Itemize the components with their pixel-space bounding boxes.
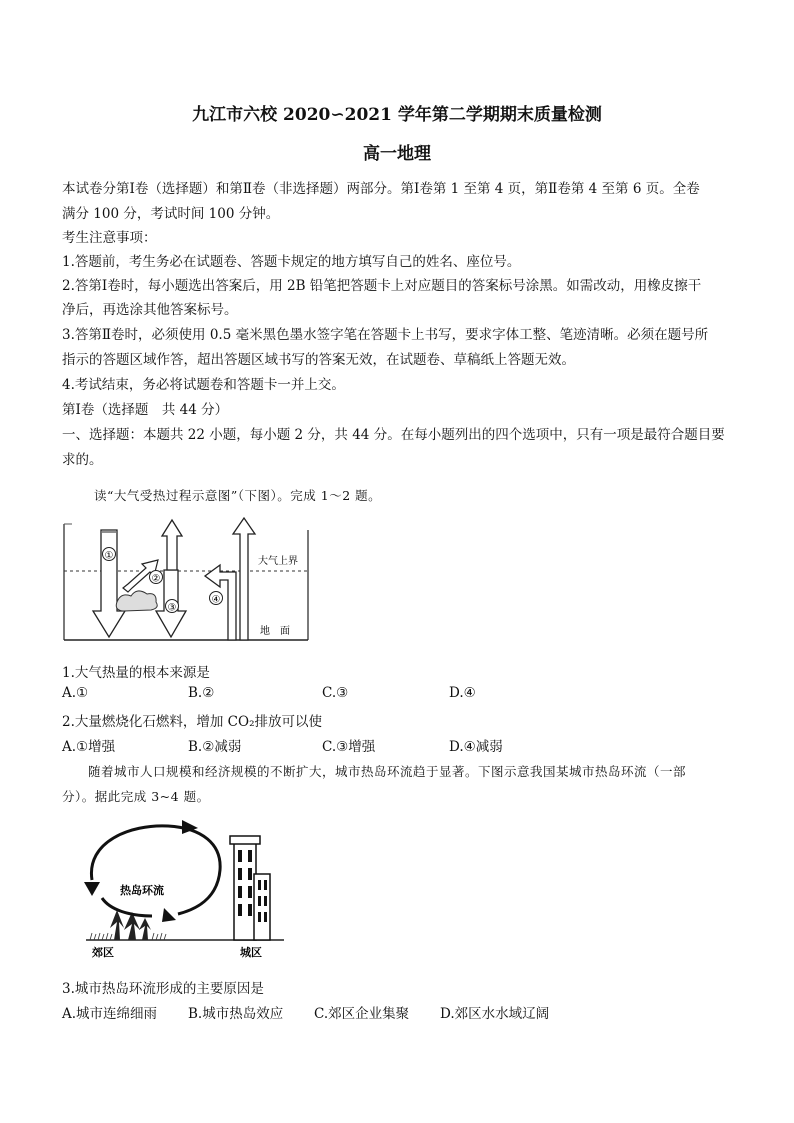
q3-option-b: B.城市热岛效应 xyxy=(188,1006,284,1022)
heat-island-diagram xyxy=(62,812,288,964)
q3-option-a: A.城市连绵细雨 xyxy=(62,1006,158,1022)
label-suburb: 郊区 xyxy=(92,946,114,959)
q2-option-d: D.④减弱 xyxy=(449,739,503,755)
marker-2-label: ② xyxy=(151,573,161,585)
passage2-line-1: 随着城市人口规模和经济规模的不断扩大，城市热岛环流趋于显著。下图示意我国某城市热岛环流（一部 xyxy=(88,764,687,779)
label-city: 城区 xyxy=(240,946,262,959)
cloud-icon xyxy=(116,591,157,611)
marker-1-label: ① xyxy=(104,550,114,562)
ground-radiation-arrow xyxy=(162,520,182,570)
marker-3-label: ③ xyxy=(167,602,177,614)
intro-line-1: 本试卷分第Ⅰ卷（选择题）和第Ⅱ卷（非选择题）两部分。第Ⅰ卷第 1 至第 4 页，第Ⅱ卷第 4 至第 6 页。全卷 xyxy=(62,181,700,197)
q1-option-c: C.③ xyxy=(322,685,349,701)
page-title: 九江市六校 2020∽2021 学年第二学期期末质量检测 xyxy=(192,105,602,125)
q2-option-a: A.①增强 xyxy=(62,739,116,755)
q3-stem: 3.城市热岛环流形成的主要原因是 xyxy=(62,981,264,997)
figure1-caption: 读“大气受热过程示意图”（下图）。完成 1～2 题。 xyxy=(94,488,382,503)
section-instructions-b: 求的。 xyxy=(62,452,103,468)
label-ground: 地 面 xyxy=(260,626,290,637)
notice-3b: 指示的答题区域作答，超出答题区域书写的答案无效，在试题卷、草稿纸上答题无效。 xyxy=(62,352,575,368)
grass-icon xyxy=(90,933,166,940)
circulation-path xyxy=(91,826,220,914)
label-heat-island: 热岛环流 xyxy=(120,884,164,897)
arrow-left-icon xyxy=(162,908,176,922)
atmosphere-heating-diagram xyxy=(62,516,310,642)
section-instructions-a: 一、选择题：本题共 22 小题，每小题 2 分，共 44 分。在每小题列出的四个选项中，只有一项是最符合题目要 xyxy=(62,427,725,443)
solar-radiation-arrow xyxy=(93,530,125,637)
building-icon xyxy=(230,836,270,940)
notice-2b: 净后，再选涂其他答案标号。 xyxy=(62,302,238,318)
notice-2a: 2.答第Ⅰ卷时，每小题选出答案后，用 2B 铅笔把答题卡上对应题目的答案标号涂黑。如需改动，用橡皮擦干 xyxy=(62,278,702,294)
q2-option-c: C.③增强 xyxy=(322,739,376,755)
notice-3a: 3.答第Ⅱ卷时，必须使用 0.5 毫米黑色墨水签字笔在答题卡上书写，要求字体工整、笔迹清晰。必须在题号所 xyxy=(62,327,709,343)
q1-stem: 1.大气热量的根本来源是 xyxy=(62,665,210,681)
q2-stem: 2.大量燃烧化石燃料，增加 CO₂排放可以使 xyxy=(62,714,322,730)
page-subtitle: 高一地理 xyxy=(363,144,431,164)
notice-4: 4.考试结束，务必将试题卷和答题卡一并上交。 xyxy=(62,377,345,393)
notice-1: 1.答题前，考生务必在试题卷、答题卡规定的地方填写自己的姓名、座位号。 xyxy=(62,254,521,270)
q3-option-c: C.郊区企业集聚 xyxy=(314,1006,410,1022)
notice-title: 考生注意事项： xyxy=(62,230,157,246)
q1-option-d: D.④ xyxy=(449,685,476,701)
passage2-line-2: 分）。据此完成 3~4 题。 xyxy=(62,789,210,804)
q3-option-d: D.郊区水水域辽阔 xyxy=(440,1006,550,1022)
intro-line-2: 满分 100 分，考试时间 100 分钟。 xyxy=(62,206,280,222)
part1-heading: 第Ⅰ卷（选择题 共 44 分） xyxy=(62,402,229,418)
arrow-down-icon xyxy=(84,882,100,896)
label-atmosphere-top: 大气上界 xyxy=(258,556,298,567)
q2-option-b: B.②减弱 xyxy=(188,739,242,755)
q1-option-b: B.② xyxy=(188,685,215,701)
q1-option-a: A.① xyxy=(62,685,89,701)
marker-4-label: ④ xyxy=(211,594,221,606)
